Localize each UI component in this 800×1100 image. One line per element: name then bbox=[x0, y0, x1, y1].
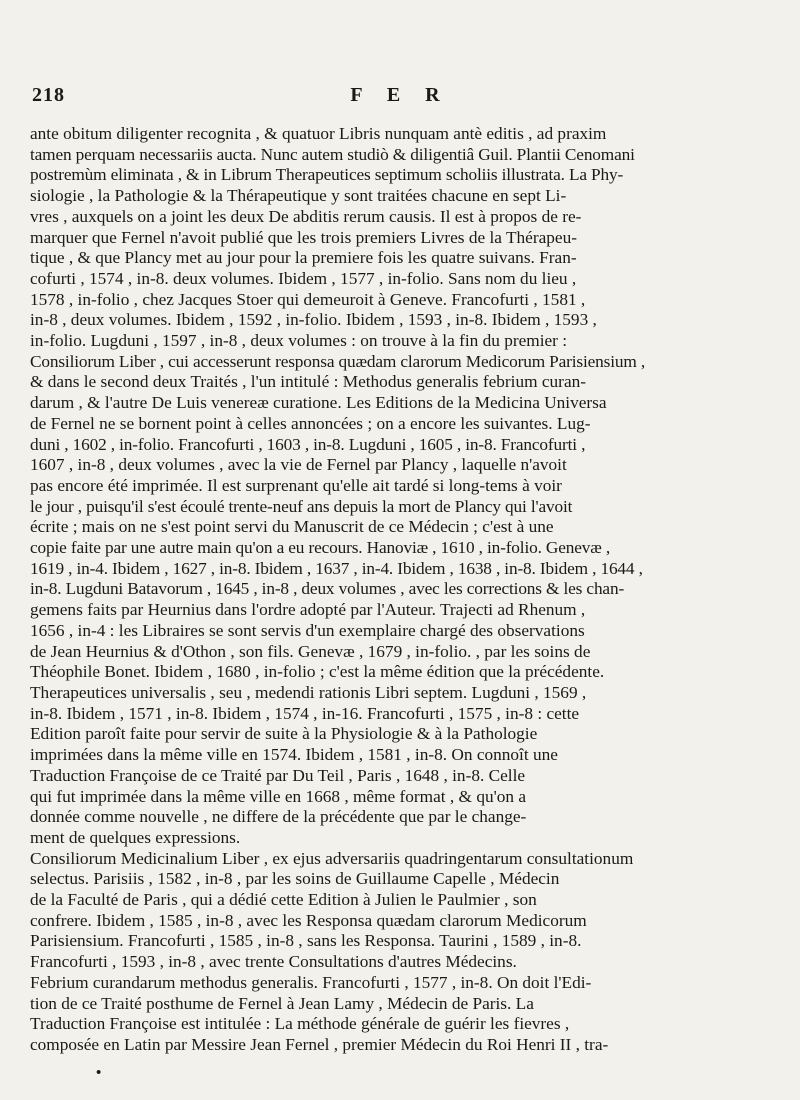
text-line: marquer que Fernel n'avoit publié que les trois premiers Livres de la Thérapeu- bbox=[30, 227, 577, 247]
footer-mark: • bbox=[96, 1065, 102, 1081]
page-header bbox=[30, 84, 770, 112]
text-line: 1656 , in-4 : les Libraires se sont servis d'un exemplaire chargé des observations bbox=[30, 620, 585, 640]
text-line: donnée comme nouvelle , ne differe de la précédente que par le change- bbox=[30, 807, 527, 827]
text-line: qui fut imprimée dans la même ville en 1668 , même format , & qu'on a bbox=[30, 786, 526, 806]
text-line: 1619 , in-4. Ibidem , 1627 , in-8. Ibidem , 1637 , in-4. Ibidem , 1638 , in-8. Ibidem , 1644 , bbox=[30, 558, 643, 578]
text-line: Consiliorum Medicinalium Liber , ex ejus adversariis quadringentarum consultationum bbox=[30, 848, 634, 868]
text-line: Traduction Françoise de ce Traité par Du Teil , Paris , 1648 , in-8. Celle bbox=[30, 765, 526, 785]
text-line: siologie , la Pathologie & la Thérapeutique y sont traitées chacune en sept Li- bbox=[30, 186, 567, 206]
text-line: in-folio. Lugduni , 1597 , in-8 , deux volumes : on trouve à la fin du premier : bbox=[30, 331, 568, 351]
text-line: copie faite par une autre main qu'on a eu recours. Hanoviæ , 1610 , in-folio. Genevæ , bbox=[30, 538, 610, 558]
text-line: Edition paroît faite pour servir de suite à la Physiologie & à la Pathologie bbox=[30, 724, 538, 744]
text-line: le jour , puisqu'il s'est écoulé trente-neuf ans depuis la mort de Plancy qui l'avoit bbox=[30, 496, 573, 516]
text-line: pas encore été imprimée. Il est surprenant qu'elle ait tardé si long-tems à voir bbox=[30, 475, 562, 495]
body-text bbox=[30, 124, 770, 1056]
text-line: in-8 , deux volumes. Ibidem , 1592 , in-folio. Ibidem , 1593 , in-8. Ibidem , 1593 , bbox=[30, 310, 597, 330]
running-head: F E R bbox=[350, 84, 450, 106]
text-line: darum , & l'autre De Luis venereæ curatione. Les Editions de la Medicina Universa bbox=[30, 393, 607, 413]
page-number: 218 bbox=[32, 84, 65, 106]
text-line: tion de ce Traité posthume de Fernel à Jean Lamy , Médecin de Paris. La bbox=[30, 993, 534, 1013]
text-line: ante obitum diligenter recognita , & quatuor Libris nunquam antè editis , ad praxim bbox=[30, 124, 607, 143]
text-line: selectus. Parisiis , 1582 , in-8 , par les soins de Guillaume Capelle , Médecin bbox=[30, 869, 560, 889]
text-line: Parisiensium. Francofurti , 1585 , in-8 , sans les Responsa. Taurini , 1589 , in-8. bbox=[30, 931, 582, 951]
text-line: 1578 , in-folio , chez Jacques Stoer qui demeuroit à Geneve. Francofurti , 1581 , bbox=[30, 289, 586, 309]
text-line: Traduction Françoise est intitulée : La méthode générale de guérir les fievres , bbox=[30, 1014, 570, 1034]
text-line: duni , 1602 , in-folio. Francofurti , 1603 , in-8. Lugduni , 1605 , in-8. Francofurti , bbox=[30, 434, 586, 454]
text-line: Therapeutices universalis , seu , medendi rationis Libri septem. Lugduni , 1569 , bbox=[30, 682, 587, 702]
text-line: imprimées dans la même ville en 1574. Ibidem , 1581 , in-8. On connoît une bbox=[30, 745, 558, 765]
text-line: de la Faculté de Paris , qui a dédié cette Edition à Julien le Paulmier , son bbox=[30, 890, 537, 910]
text-line: in-8. Lugduni Batavorum , 1645 , in-8 , deux volumes , avec les corrections & les chan- bbox=[30, 579, 625, 599]
text-line: écrite ; mais on ne s'est point servi du Manuscrit de ce Médecin ; c'est à une bbox=[30, 517, 554, 537]
text-line: tique , & que Plancy met au jour pour la premiere fois les quatre suivans. Fran- bbox=[30, 248, 577, 268]
text-line: Consiliorum Liber , cui accesserunt responsa quædam clarorum Medicorum Parisiensium , bbox=[30, 351, 645, 371]
text-line: Francofurti , 1593 , in-8 , avec trente Consultations d'autres Médecins. bbox=[30, 952, 517, 972]
text-line: Febrium curandarum methodus generalis. Francofurti , 1577 , in-8. On doit l'Edi- bbox=[30, 972, 592, 992]
text-line: composée en Latin par Messire Jean Fernel , premier Médecin du Roi Henri II , tra- bbox=[30, 1034, 609, 1054]
text-line: tamen perquam necessariis aucta. Nunc autem studiò & diligentiâ Guil. Plantii Cenomani bbox=[30, 144, 635, 164]
text-line: de Fernel ne se bornent point à celles annoncées ; on a encore les suivantes. Lug- bbox=[30, 413, 591, 433]
text-line: gemens faits par Heurnius dans l'ordre adopté par l'Auteur. Trajecti ad Rhenum , bbox=[30, 600, 586, 620]
text-line: confrere. Ibidem , 1585 , in-8 , avec les Responsa quædam clarorum Medicorum bbox=[30, 910, 587, 930]
text-line: de Jean Heurnius & d'Othon , son fils. Genevæ , 1679 , in-folio. , par les soins de bbox=[30, 641, 591, 661]
text-line: vres , auxquels on a joint les deux De abditis rerum causis. Il est à propos de re- bbox=[30, 206, 582, 226]
text-line: 1607 , in-8 , deux volumes , avec la vie de Fernel par Plancy , laquelle n'avoit bbox=[30, 455, 567, 475]
text-line: Théophile Bonet. Ibidem , 1680 , in-folio ; c'est la même édition que la précédente. bbox=[30, 662, 605, 682]
text-line: postremùm eliminata , & in Librum Therapeutices septimum scholiis illustrata. La Phy- bbox=[30, 165, 624, 185]
text-line: ment de quelques expressions. bbox=[30, 827, 241, 847]
text-line: & dans le second deux Traités , l'un intitulé : Methodus generalis febrium curan- bbox=[30, 372, 587, 392]
text-line: in-8. Ibidem , 1571 , in-8. Ibidem , 1574 , in-16. Francofurti , 1575 , in-8 : cette bbox=[30, 703, 580, 723]
text-line: cofurti , 1574 , in-8. deux volumes. Ibidem , 1577 , in-folio. Sans nom du lieu , bbox=[30, 268, 577, 288]
